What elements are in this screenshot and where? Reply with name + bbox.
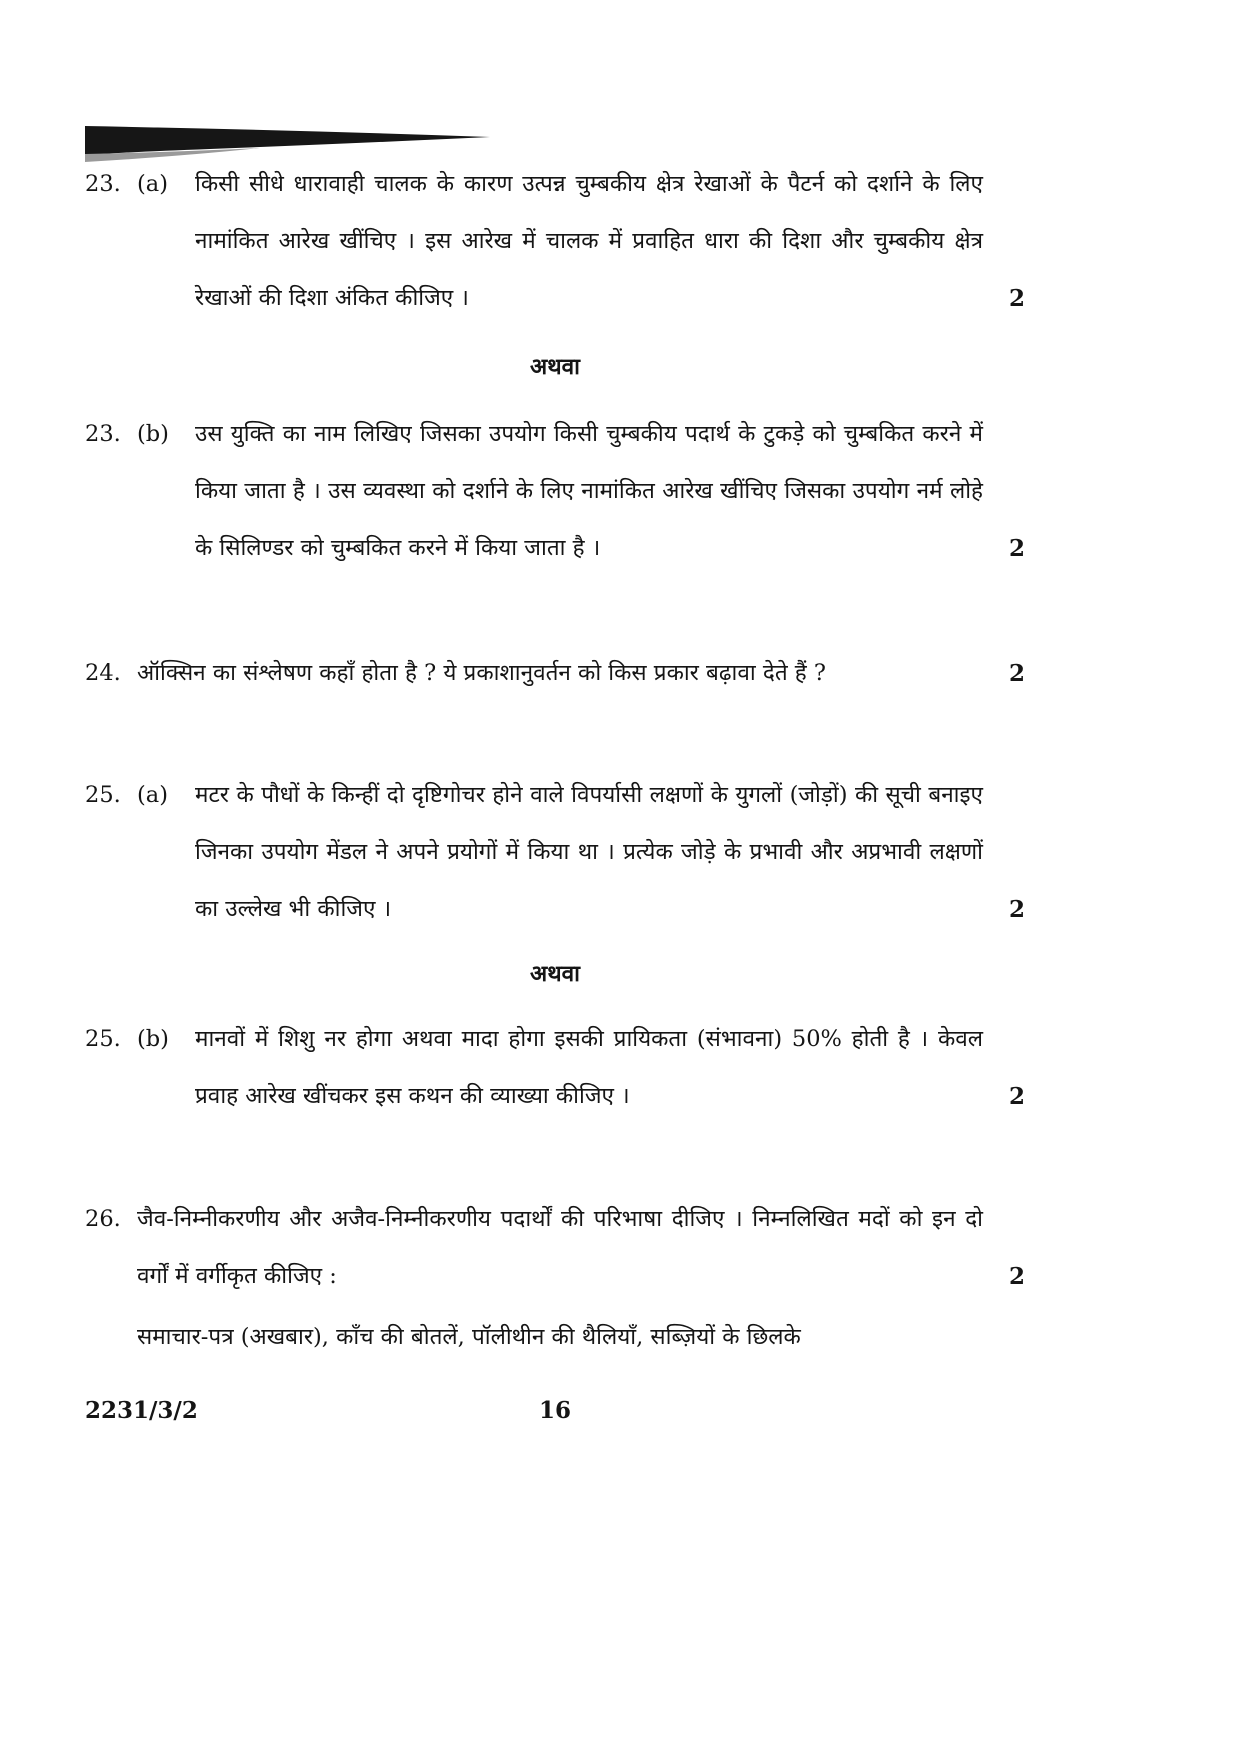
question-part: (b) <box>137 1026 169 1052</box>
swoosh-shape <box>85 123 493 165</box>
question-number: 25. <box>85 782 121 808</box>
paper-code: 2231/3/2 <box>85 1397 198 1424</box>
question-text: मटर के पौधों के किन्हीं दो दृष्टिगोचर होने वाले विपर्यासी लक्षणों के युगलों (जोड़ों) की सूची बनाइए जिनका उपयोग मेंडल ने अपने प्रयोगों में किया था । प्रत्येक जोड़े के प्रभावी और अप्रभावी लक्षणों का उल्लेख भी कीजिए । <box>195 782 983 922</box>
question-marks: 2 <box>1008 1263 1025 1290</box>
question-part: (a) <box>137 782 168 808</box>
question-marks: 2 <box>1008 535 1025 562</box>
question-text: जैव-निम्नीकरणीय और अजैव-निम्नीकरणीय पदार्थों की परिभाषा दीजिए । निम्नलिखित मदों को इन दो वर्गों में वर्गीकृत कीजिए : <box>137 1206 983 1289</box>
question-text: उस युक्ति का नाम लिखिए जिसका उपयोग किसी चुम्बकीय पदार्थ के टुकड़े को चुम्बकित करने में किया जाता है । उस व्यवस्था को दर्शाने के लिए नामांकित आरेख खींचिए जिसका उपयोग नर्म लोहे के सिलिण्डर को चुम्बकित करने में किया जाता है । <box>195 421 983 561</box>
question-part: (a) <box>137 171 168 197</box>
question-number: 24. <box>85 660 121 686</box>
question-23a <box>85 156 1025 327</box>
question-text: किसी सीधे धारावाही चालक के कारण उत्पन्न चुम्बकीय क्षेत्र रेखाओं के पैटर्न को दर्शाने के लिए नामांकित आरेख खींचिए । इस आरेख में चालक में प्रवाहित धारा की दिशा और चुम्बकीय क्षेत्र रेखाओं की दिशा अंकित कीजिए । <box>195 171 983 311</box>
page-content <box>85 0 1025 1426</box>
question-text: मानवों में शिशु नर होगा अथवा मादा होगा इसकी प्रायिकता (संभावना) 50% होती है । केवल प्रवाह आरेख खींचकर इस कथन की व्याख्या कीजिए । <box>195 1026 983 1109</box>
page-footer <box>85 1396 1025 1426</box>
question-number: 26. <box>85 1206 121 1232</box>
question-number: 23. <box>85 171 121 197</box>
or-separator: अथवा <box>530 354 580 380</box>
question-number: 23. <box>85 421 121 447</box>
question-24 <box>85 645 1025 702</box>
scan-artifact <box>85 123 493 165</box>
question-marks: 2 <box>1008 896 1025 923</box>
question-26-items: समाचार-पत्र (अखबार), काँच की बोतलें, पॉलीथीन की थैलियाँ, सब्ज़ियों के छिलके <box>137 1324 801 1350</box>
page-number: 16 <box>538 1397 571 1424</box>
question-25b <box>85 1011 1025 1125</box>
question-26 <box>85 1191 1025 1305</box>
question-marks: 2 <box>1008 660 1025 687</box>
question-marks: 2 <box>1008 1083 1025 1110</box>
question-25a <box>85 767 1025 938</box>
question-text: ऑक्सिन का संश्लेषण कहाँ होता है ? ये प्रकाशानुवर्तन को किस प्रकार बढ़ावा देते हैं ? <box>137 660 826 686</box>
question-part: (b) <box>137 421 169 447</box>
or-separator: अथवा <box>530 961 580 987</box>
question-23b <box>85 406 1025 577</box>
question-number: 25. <box>85 1026 121 1052</box>
question-marks: 2 <box>1008 285 1025 312</box>
